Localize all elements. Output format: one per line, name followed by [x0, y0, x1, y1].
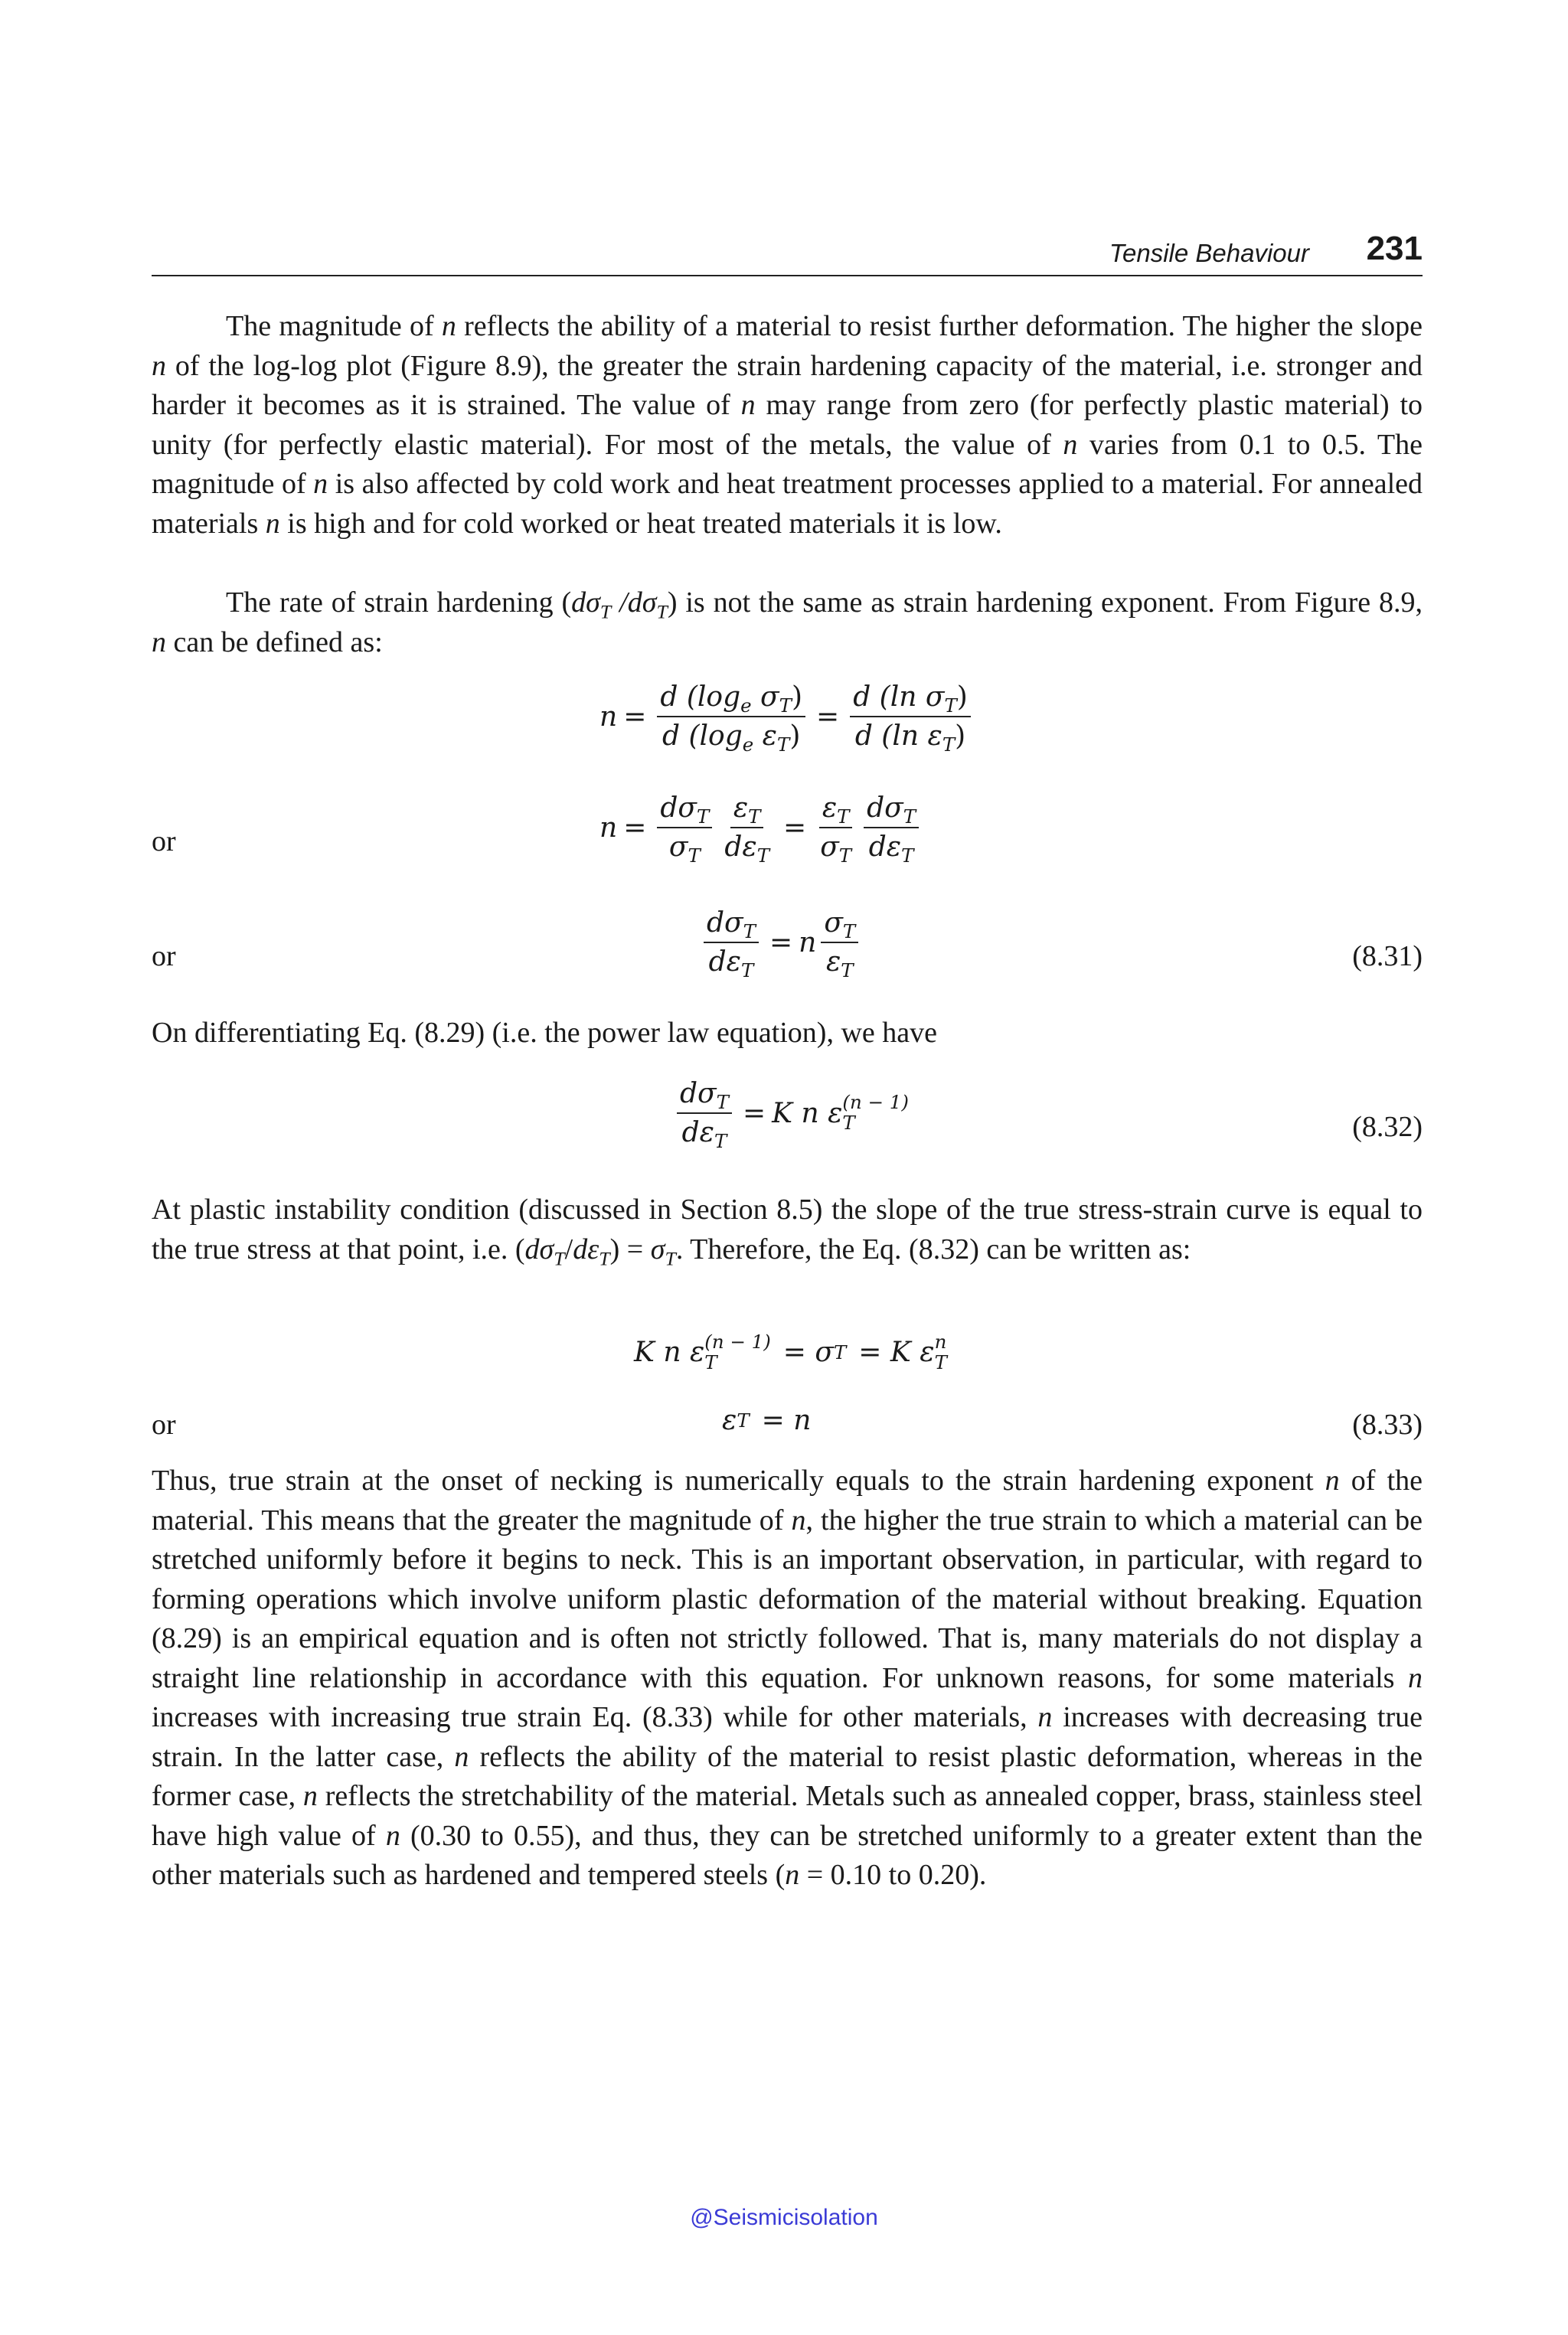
- watermark-text: @Seismicisolation: [690, 2205, 878, 2230]
- equation-number: (8.32): [1352, 1111, 1423, 1143]
- equation-n-log-definition: n = $\frac{d (\log_e \sigma_T)}{d (\log_e \varepsilon_T)}$ = $\frac{d (\ln \sigma_T)}{d (\ln \varepsilon_T)}$: [152, 681, 1423, 773]
- equation-8-31: or $\frac{d\sigma_T}{d\varepsilon_T}$ = n $\frac{\sigma_T}{\varepsilon_T}$ (8.31): [152, 907, 1423, 982]
- paragraph-plastic-instability: At plastic instability condition (discussed in Section 8.5) the slope of the true stress-strain curve is equal to the true stress at that point, i.e. $(d\sigma_T/d\varepsilon_T) = \sigma_T$. Therefore, the Eq. (8.32) can be written as:: [152, 1194, 1423, 1270]
- equation-number: (8.31): [1352, 940, 1423, 972]
- paragraph-differentiating: On differentiating Eq. (8.29) (i.e. the power law equation), we have: [152, 1017, 937, 1049]
- equation-number: (8.33): [1352, 1409, 1423, 1441]
- page-number: 231: [1366, 230, 1423, 267]
- or-label: or: [152, 940, 176, 972]
- paragraph-rate-of-hardening: The rate of strain hardening ($d\sigma_T$ $/d\sigma_T$) is not the same as strain hardening exponent. From Figure 8.9, n can be defined as:: [152, 586, 1423, 658]
- or-label: or: [152, 825, 176, 857]
- paragraph-strain-hardening-magnitude: The magnitude of n reflects the ability of a material to resist further deformation. The higher the slope n of the log-log plot (Figure 8.9), the greater the strain hardening capacity of the material, i.e. stronger and harder it becomes as it is strained. The value of n may range from zero (for perfectly plastic material) to unity (for perfectly elastic material). For most of the metals, the value of n varies from 0.1 to 0.5. The magnitude of n is also affected by cold work and heat treatment processes applied to a material. For annealed materials n is high and for cold worked or heat treated materials it is low.: [152, 310, 1423, 540]
- running-title: Tensile Behaviour: [1109, 239, 1309, 267]
- equation-n-ratio: or n = $\frac{d\sigma_T}{\sigma_T}$ $\frac{\varepsilon_T}{d\varepsilon_T}$ = $\frac{\varepsilon_T}{\sigma_T}$ $\frac{d\sigma_T}{d\varepsilon_T}$: [152, 792, 1423, 884]
- equation-8-33: or ε T = n (8.33): [152, 1405, 1423, 1441]
- or-label: or: [152, 1409, 176, 1441]
- running-head: [152, 230, 1423, 277]
- header-rule: [152, 275, 1423, 276]
- paragraph-necking-strain: Thus, true strain at the onset of necking is numerically equals to the strain hardening exponent n of the material. This means that the greater the magnitude of n, the higher the true strain to which a material can be stretched uniformly before it begins to neck. This is an important observation, in particular, with regard to forming operations which involve uniform plastic deformation of the material without breaking. Equation (8.29) is an empirical equation and is often not strictly followed. That is, many materials do not display a straight line relationship in accordance with this equation. For unknown reasons, for some materials n increases with increasing true strain Eq. (8.33) while for other materials, n increases with decreasing true strain. In the latter case, n reflects the ability of the material to resist plastic deformation, whereas in the former case, n reflects the stretchability of the material. Metals such as annealed copper, brass, stainless steel have high value of n (0.30 to 0.55), and thus, they can be stretched uniformly to a greater extent than the other materials such as hardened and tempered steels (n = 0.10 to 0.20).: [152, 1465, 1423, 1891]
- equation-8-32: $\frac{d\sigma_T}{d\varepsilon_T}$ = K n ε (n − 1) T (8.32): [152, 1078, 1423, 1170]
- equation-instability-condition: K n ε (n − 1) T = σ T = K ε n T: [634, 1331, 947, 1373]
